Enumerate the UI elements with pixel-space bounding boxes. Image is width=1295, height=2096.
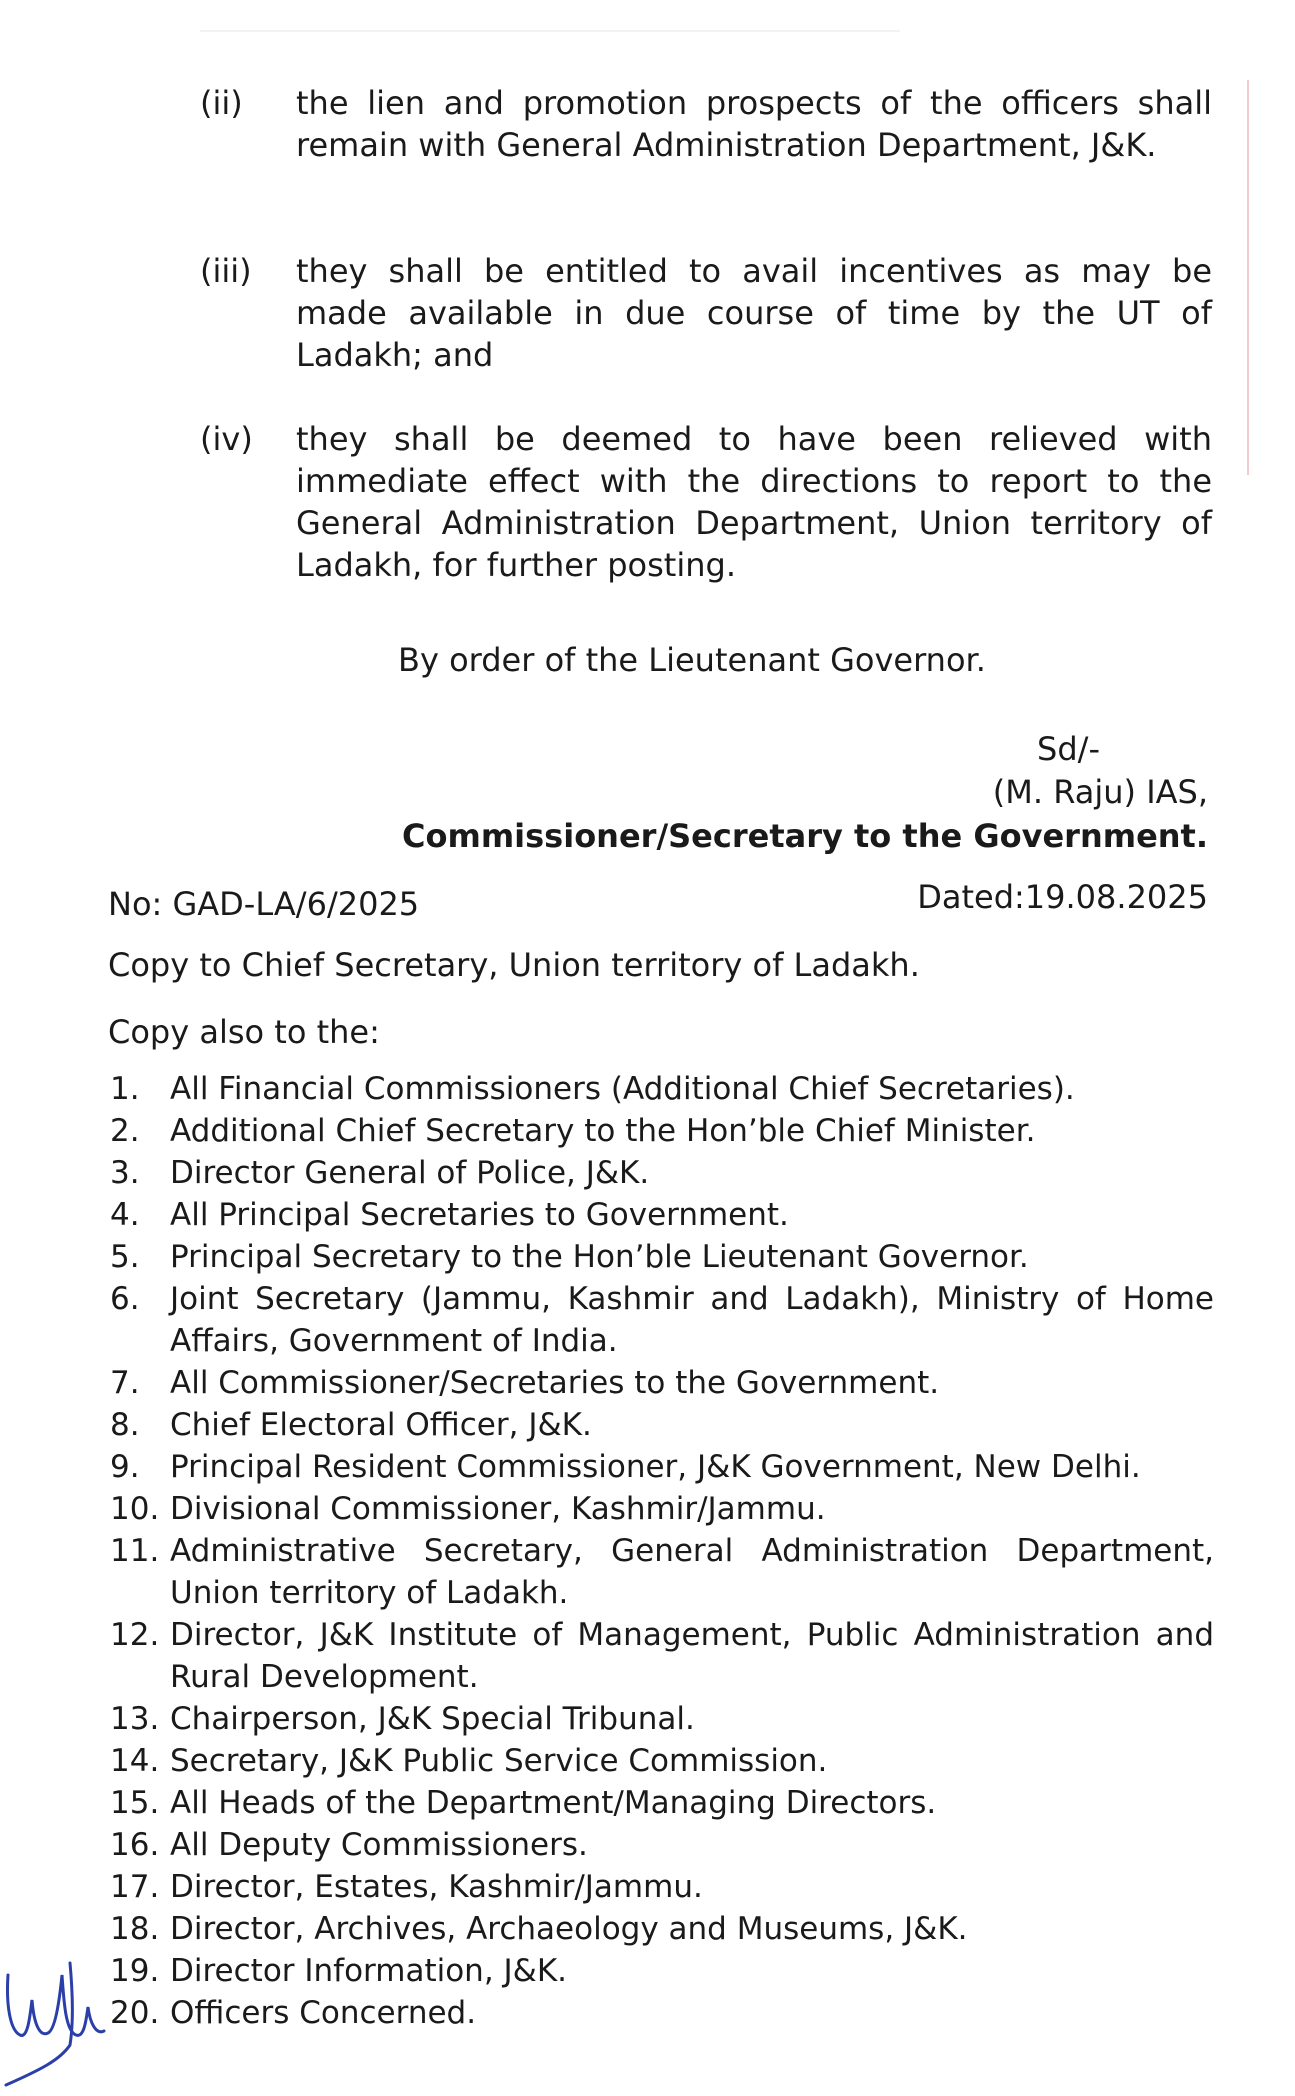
item-number: 12.	[110, 1617, 160, 1653]
item-text: Chief Electoral Officer, J&K.	[170, 1407, 592, 1443]
signatory-designation: Commissioner/Secretary to the Government.	[402, 817, 1208, 855]
list-item	[110, 1824, 1214, 1866]
handwritten-initials	[0, 1935, 140, 2095]
list-item	[110, 1530, 1214, 1614]
item-number: 9.	[110, 1449, 140, 1485]
distribution-list	[110, 1068, 1214, 2034]
item-number: 1.	[110, 1071, 140, 1107]
list-item	[110, 1152, 1214, 1194]
item-number: 14.	[110, 1743, 160, 1779]
item-text: All Commissioner/Secretaries to the Government.	[170, 1365, 940, 1401]
item-number: 8.	[110, 1407, 140, 1443]
item-text: Divisional Commissioner, Kashmir/Jammu.	[170, 1491, 826, 1527]
list-item	[110, 1950, 1214, 1992]
item-number: 19.	[110, 1953, 160, 1989]
clause-ii	[200, 82, 1212, 166]
item-number: 10.	[110, 1491, 160, 1527]
list-item	[110, 1614, 1214, 1698]
item-text: Director, Archives, Archaeology and Museums, J&K.	[170, 1911, 968, 1947]
signed-mark: Sd/-	[1037, 730, 1100, 768]
item-number: 2.	[110, 1113, 140, 1149]
list-item	[110, 1236, 1214, 1278]
item-number: 11.	[110, 1533, 160, 1569]
signatory-name: (M. Raju) IAS,	[992, 773, 1208, 811]
item-text: All Principal Secretaries to Government.	[170, 1197, 789, 1233]
item-text: Principal Resident Commissioner, J&K Government, New Delhi.	[170, 1449, 1141, 1485]
list-item	[110, 1278, 1214, 1362]
list-item	[110, 1110, 1214, 1152]
item-number: 4.	[110, 1197, 140, 1233]
list-item	[110, 1992, 1214, 2034]
list-item	[110, 1194, 1214, 1236]
list-item	[110, 1488, 1214, 1530]
list-item	[110, 1404, 1214, 1446]
reference-number: No: GAD-LA/6/2025	[108, 885, 420, 923]
list-item	[110, 1866, 1214, 1908]
order-line: By order of the Lieutenant Governor.	[398, 641, 986, 679]
item-number: 17.	[110, 1869, 160, 1905]
list-item	[110, 1068, 1214, 1110]
clause-text: the lien and promotion prospects of the officers shall remain with General Administration Department, J&K.	[296, 84, 1212, 164]
item-number: 3.	[110, 1155, 140, 1191]
item-text: Additional Chief Secretary to the Hon’ble Chief Minister.	[170, 1113, 1036, 1149]
list-item	[110, 1698, 1214, 1740]
clause-number: (ii)	[200, 84, 243, 122]
item-text: All Deputy Commissioners.	[170, 1827, 588, 1863]
scan-artifact	[200, 30, 900, 32]
copy-also: Copy also to the:	[108, 1013, 380, 1051]
item-number: 20.	[110, 1995, 160, 2031]
list-item	[110, 1446, 1214, 1488]
item-text: Director, J&K Institute of Management, Public Administration and Rural Development.	[170, 1617, 1214, 1695]
item-number: 16.	[110, 1827, 160, 1863]
clause-iii	[200, 250, 1212, 376]
clause-text: they shall be deemed to have been relieved with immediate effect with the directions to report to the General Administration Department, Union territory of Ladakh, for further posting.	[296, 420, 1212, 584]
item-text: Director Information, J&K.	[170, 1953, 568, 1989]
item-text: All Heads of the Department/Managing Directors.	[170, 1785, 937, 1821]
item-number: 18.	[110, 1911, 160, 1947]
item-text: Director General of Police, J&K.	[170, 1155, 650, 1191]
item-number: 6.	[110, 1281, 140, 1317]
item-text: Secretary, J&K Public Service Commission.	[170, 1743, 828, 1779]
item-text: Director, Estates, Kashmir/Jammu.	[170, 1869, 703, 1905]
item-text: All Financial Commissioners (Additional Chief Secretaries).	[170, 1071, 1075, 1107]
clause-iv	[200, 418, 1212, 586]
list-item	[110, 1740, 1214, 1782]
clause-number: (iv)	[200, 420, 253, 458]
copy-to: Copy to Chief Secretary, Union territory of Ladakh.	[108, 946, 920, 984]
item-text: Joint Secretary (Jammu, Kashmir and Ladakh), Ministry of Home Affairs, Government of India.	[170, 1281, 1214, 1359]
item-text: Chairperson, J&K Special Tribunal.	[170, 1701, 695, 1737]
clause-text: they shall be entitled to avail incentives as may be made available in due course of time by the UT of Ladakh; and	[296, 252, 1212, 374]
margin-mark	[1247, 80, 1249, 475]
item-number: 13.	[110, 1701, 160, 1737]
list-item	[110, 1908, 1214, 1950]
clause-number: (iii)	[200, 252, 252, 290]
item-text: Administrative Secretary, General Administration Department, Union territory of Ladakh.	[170, 1533, 1214, 1611]
item-number: 15.	[110, 1785, 160, 1821]
item-number: 7.	[110, 1365, 140, 1401]
item-text: Officers Concerned.	[170, 1995, 477, 2031]
reference-date: Dated:19.08.2025	[917, 878, 1208, 916]
item-text: Principal Secretary to the Hon’ble Lieutenant Governor.	[170, 1239, 1029, 1275]
item-number: 5.	[110, 1239, 140, 1275]
list-item	[110, 1782, 1214, 1824]
list-item	[110, 1362, 1214, 1404]
